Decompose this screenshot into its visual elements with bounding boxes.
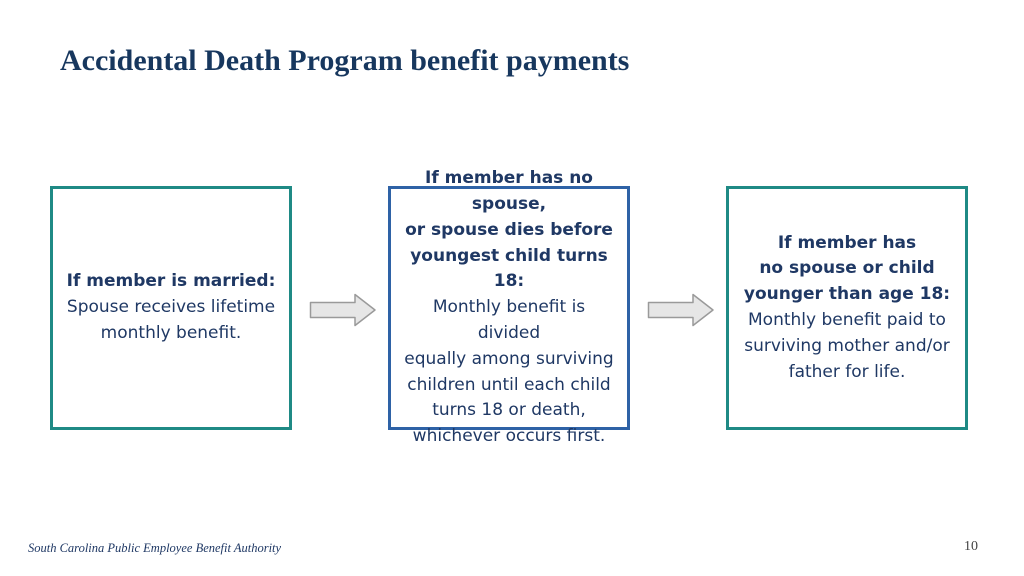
box-heading: If member has no spouse or child younger than age 18: [743,232,951,305]
page-title: Accidental Death Program benefit payments [60,44,630,77]
box-heading: If member is married: [66,271,276,292]
box-text: Spouse receives lifetime monthly benefit. [66,297,276,343]
footer-org-name: South Carolina Public Employee Benefit Authority [28,541,282,555]
right-arrow-icon [309,293,377,327]
page-number: 10 [964,539,978,554]
right-arrow-icon [647,293,715,327]
box-text: Monthly benefit is divided equally among surviving children until each child turns 18 or death, whichever occurs first. [404,297,614,447]
box-heading: If member has no spouse, or spouse dies before youngest child turns 18: [405,168,613,292]
children-benefit-box [388,168,630,447]
married-benefit-box [50,186,292,430]
box-text: Monthly benefit paid to surviving mother and/or father for life. [744,310,950,382]
parents-benefit-box [726,186,968,430]
